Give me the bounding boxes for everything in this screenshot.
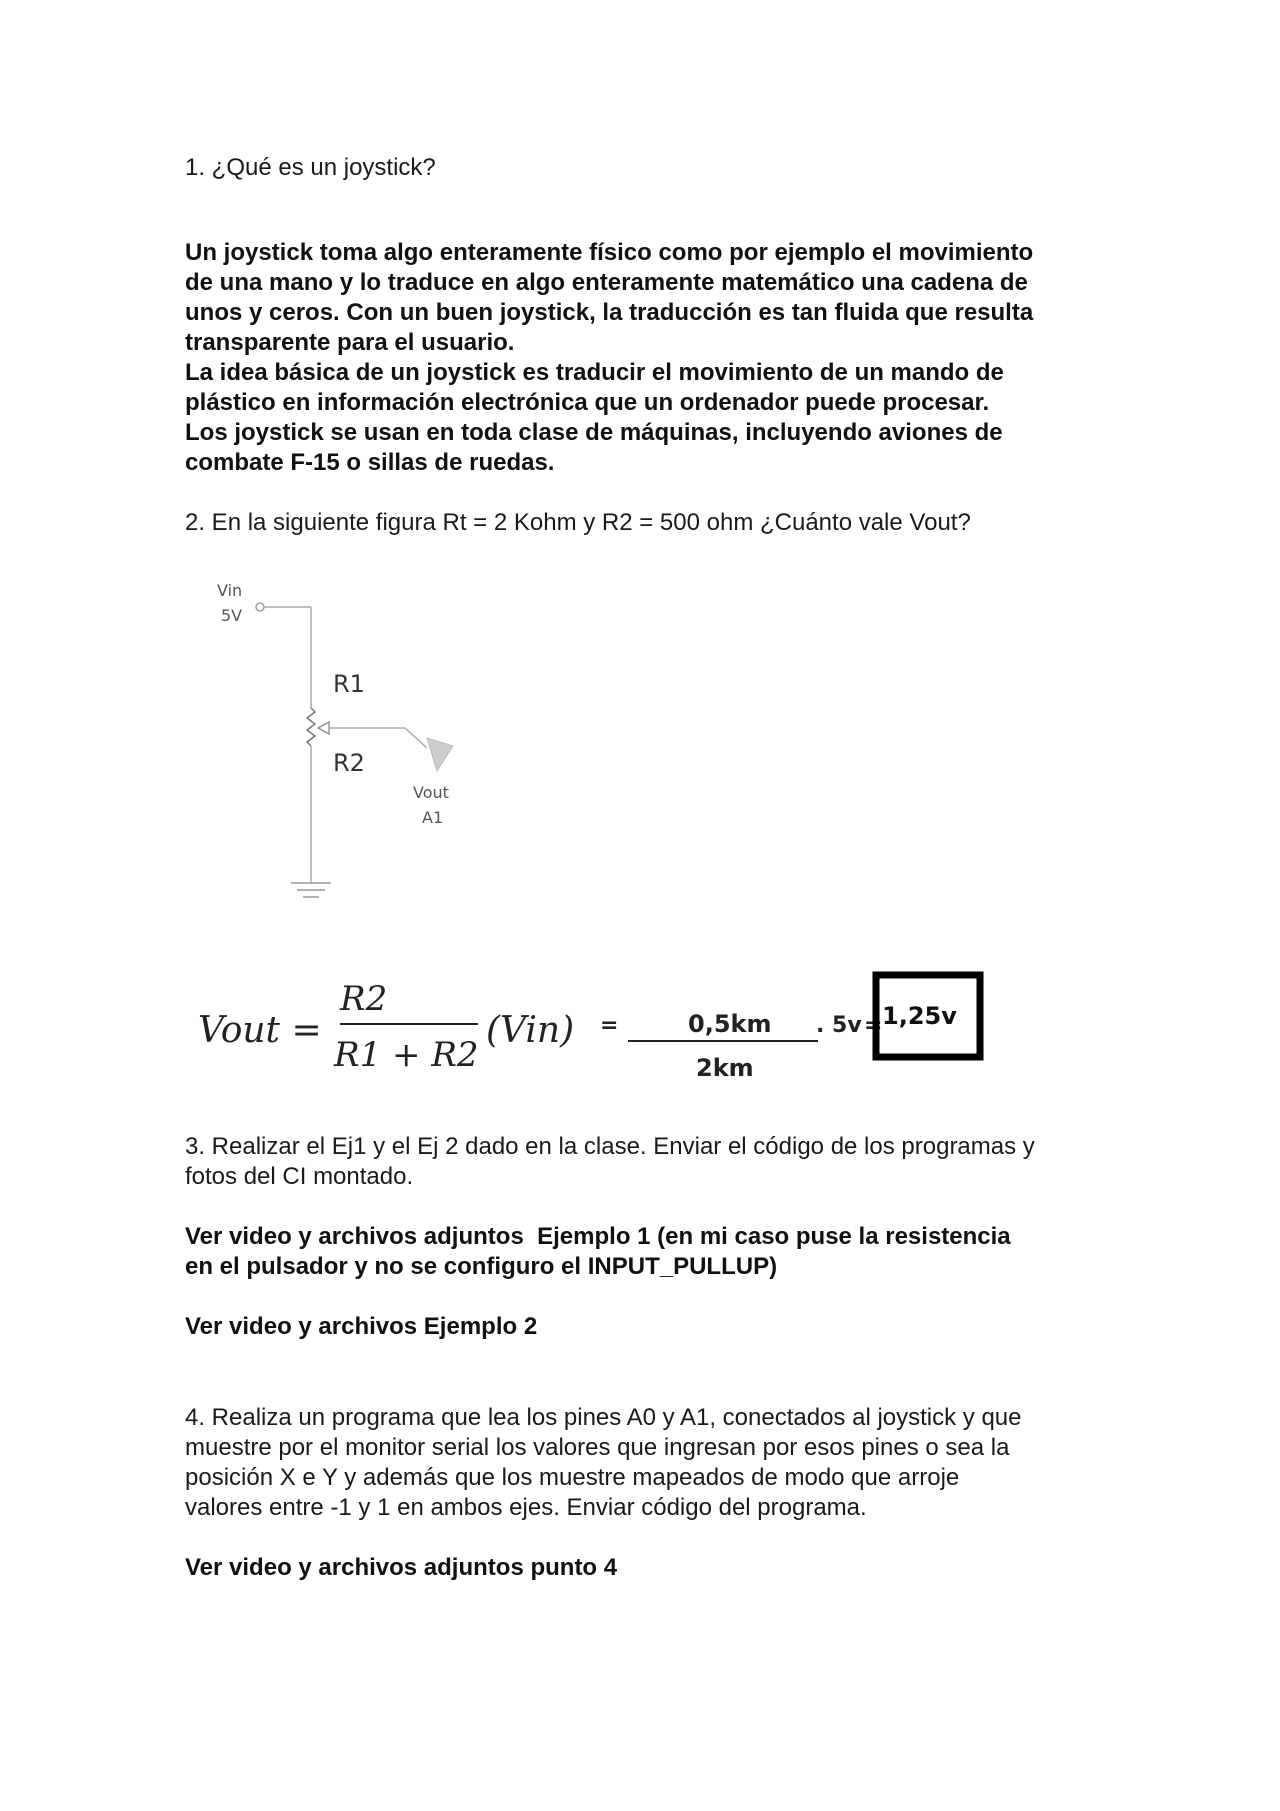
question-3 (185, 1132, 1035, 1192)
formula-denominator: R1 + R2 (334, 1035, 479, 1075)
output-probe-icon (427, 738, 453, 771)
vin-label: Vin (217, 581, 243, 600)
answer-1-line: combate F-15 o sillas de ruedas. (185, 449, 555, 476)
question-4-line: valores entre -1 y 1 en ambos ejes. Enviar código del programa. (185, 1494, 867, 1521)
formula-lhs: Vout = (198, 1010, 322, 1051)
formula-numerator: R2 (340, 979, 388, 1019)
r1-label: R1 (333, 670, 365, 698)
question-3-line: fotos del CI montado. (185, 1163, 414, 1190)
calc-equals: = (864, 1013, 883, 1038)
potentiometer-circuit-diagram (205, 578, 485, 918)
voltage-divider-formula (190, 960, 1010, 1100)
question-4-line: muestre por el monitor serial los valores que ingresan por esos pines o sea la (185, 1434, 1010, 1461)
answer-1-line: plástico en información electrónica que un ordenador puede procesar. (185, 389, 990, 416)
vout-label: Vout (413, 783, 449, 802)
calc-numerator: 0,5km (688, 1010, 772, 1038)
answer-3-ejemplo-1 (185, 1222, 1125, 1282)
wiper-arrow-icon (318, 722, 329, 734)
answer-1-line: de una mano y lo traduce en algo enteramente matemático una cadena de (185, 269, 1028, 296)
answer-1-line: unos y ceros. Con un buen joystick, la traducción es tan fluida que resulta (185, 299, 1034, 326)
vin-terminal-icon (256, 603, 264, 611)
answer-1-line: La idea básica de un joystick es traducir el movimiento de un mando de (185, 359, 1004, 386)
question-4-line: 4. Realiza un programa que lea los pines A0 y A1, conectados al joystick y que (185, 1404, 1022, 1431)
answer-4: Ver video y archivos adjuntos punto 4 (185, 1554, 618, 1581)
resistor-zigzag-icon (307, 708, 315, 746)
question-4 (185, 1403, 1022, 1523)
answer-3-line: en el pulsador y no se configuro el INPUT_PULLUP) (185, 1253, 778, 1280)
question-4-line: posición X e Y y además que los muestre mapeados de modo que arroje (185, 1464, 960, 1491)
formula-equals: = (600, 1013, 619, 1038)
calc-multiplier: . 5v (816, 1013, 862, 1038)
answer-1-line: transparente para el usuario. (185, 329, 515, 356)
r2-label: R2 (333, 749, 365, 777)
question-2: 2. En la siguiente figura Rt = 2 Kohm y R2 = 500 ohm ¿Cuánto vale Vout? (185, 509, 971, 536)
answer-1-line: Un joystick toma algo enteramente físico como por ejemplo el movimiento (185, 239, 1034, 266)
answer-3-line: Ver video y archivos adjuntos Ejemplo 1 (en mi caso puse la resistencia (185, 1223, 1011, 1250)
answer-3-ejemplo-2: Ver video y archivos Ejemplo 2 (185, 1313, 538, 1340)
wiper-wire-diagonal (405, 728, 427, 748)
answer-1-line: Los joystick se usan en toda clase de máquinas, incluyendo aviones de (185, 419, 1003, 446)
question-1: 1. ¿Qué es un joystick? (185, 154, 436, 181)
answer-1 (185, 238, 1125, 478)
vin-value: 5V (221, 606, 243, 625)
formula-vin-term: (Vin) (486, 1010, 575, 1051)
result-value: 1,25v (882, 1002, 957, 1030)
vout-pin-label: A1 (422, 808, 444, 827)
question-3-line: 3. Realizar el Ej1 y el Ej 2 dado en la clase. Enviar el código de los programas y (185, 1133, 1035, 1160)
calc-denominator: 2km (696, 1054, 754, 1082)
